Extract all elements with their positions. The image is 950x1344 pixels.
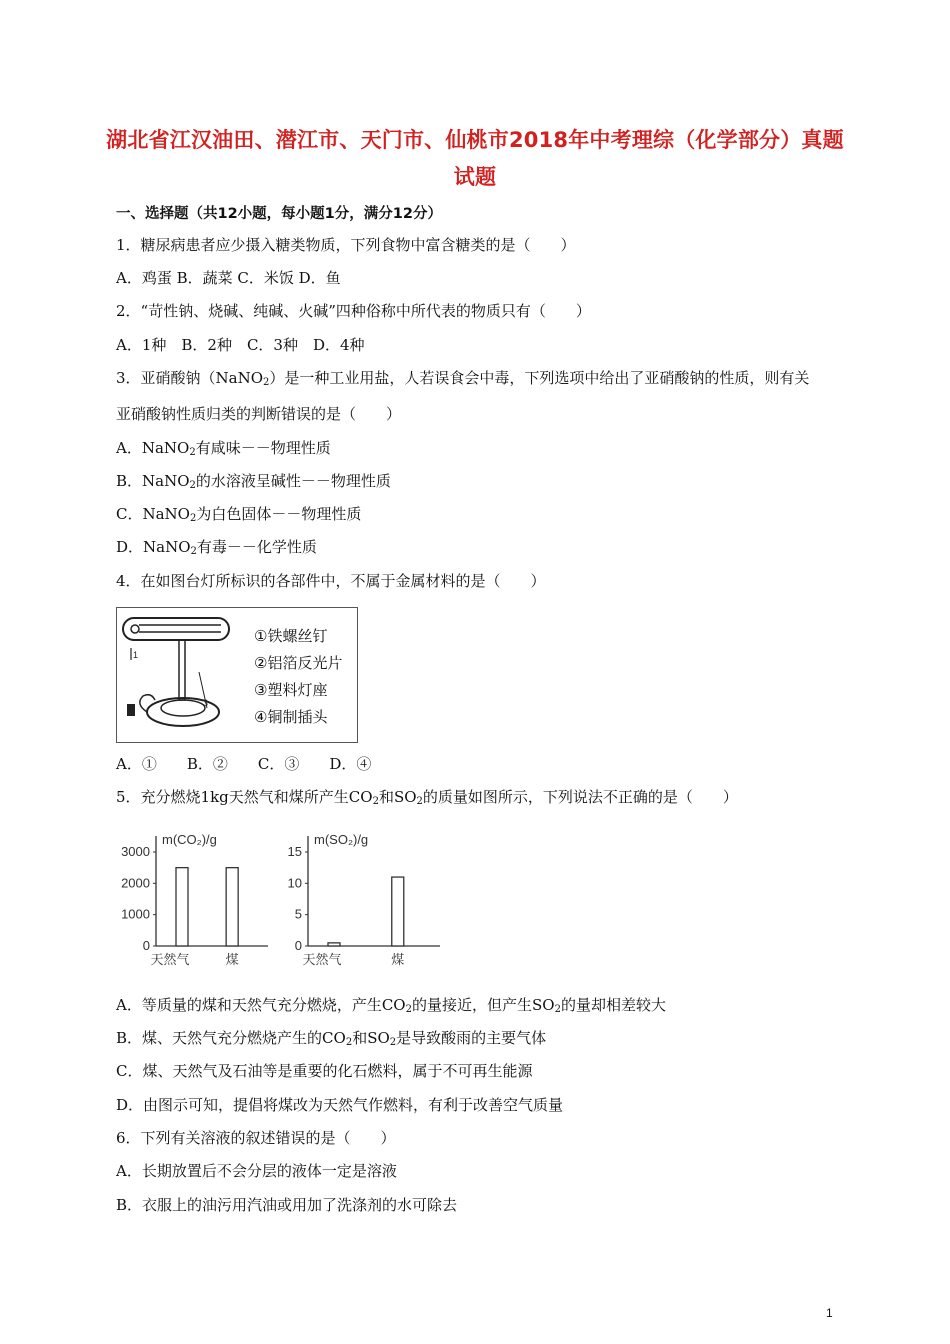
option-text: 有毒－－化学性质 (196, 538, 317, 556)
question-5-option-d: D．由图示可知，提倡将煤改为天然气作燃料，有利于改善空气质量 (116, 1096, 564, 1114)
y-tick-label: 3000 (121, 844, 150, 859)
question-3-stem-cont: 亚硝酸钠性质归类的判断错误的是（ ） (116, 405, 402, 423)
subscript: 2 (190, 546, 197, 557)
y-tick-label: 0 (142, 938, 150, 953)
question-5-option-c: C．煤、天然气及石油等是重要的化石燃料，属于不可再生能源 (116, 1062, 533, 1080)
x-category-label: 天然气 (150, 952, 190, 967)
q5-stem-part: 和SO (378, 788, 417, 806)
question-4-stem: 4．在如图台灯所标识的各部件中，不属于金属材料的是（ ） (116, 572, 546, 590)
option-text: A．等质量的煤和天然气充分燃烧，产生CO (116, 996, 406, 1014)
option-text: A．NaNO (116, 439, 190, 457)
svg-text:1: 1 (133, 650, 139, 660)
page-number: 1 (826, 1306, 833, 1320)
question-6-option-a: A．长期放置后不会分层的液体一定是溶液 (116, 1162, 397, 1180)
subscript: 2 (345, 1037, 353, 1048)
y-tick-label: 1000 (121, 906, 150, 922)
subscript: 2 (189, 480, 196, 491)
co2-so2-bar-charts (110, 826, 450, 986)
question-1-stem: 1．糖尿病患者应少摄入糖类物质，下列食物中富含糖类的是（ ） (116, 236, 576, 254)
option-text: 的水溶液呈碱性－－物理性质 (195, 472, 391, 490)
option-text: D．NaNO (116, 538, 191, 556)
bar (226, 868, 238, 946)
option-text: 有咸味－－物理性质 (195, 439, 331, 457)
subscript: 2 (389, 1037, 397, 1048)
x-category-label: 天然气 (302, 952, 342, 967)
y-tick-label: 15 (287, 844, 302, 859)
option-text: B．煤、天然气充分燃烧产生的CO (116, 1029, 346, 1047)
y-tick-label: 10 (287, 875, 302, 891)
subscript: 2 (263, 377, 270, 388)
bar (176, 868, 188, 946)
section-heading: 一、选择题（共12小题，每小题1分，满分12分） (116, 206, 442, 222)
lamp-part-3: ③塑料灯座 (254, 681, 328, 699)
q5-stem-part: 的质量如图所示，下列说法不正确的是（ ） (422, 788, 738, 806)
q3-stem-part: 3．亚硝酸钠（NaNO (116, 369, 264, 387)
question-3-option-b (116, 470, 391, 491)
question-2-stem: 2．“苛性钠、烧碱、纯碱、火碱”四种俗称中所代表的物质只有（ ） (116, 302, 591, 320)
subscript: 2 (405, 1004, 412, 1015)
question-5-option-a (116, 994, 666, 1015)
bar (328, 943, 340, 946)
y-tick-label: 5 (294, 906, 302, 922)
x-category-label: 煤 (391, 952, 405, 967)
lamp-part-4: ④铜制插头 (254, 708, 328, 726)
svg-text:3: 3 (203, 698, 209, 708)
y-tick-label: 2000 (121, 875, 150, 891)
question-3-stem (116, 367, 809, 388)
lamp-part-1: ①铁螺丝钉 (254, 627, 328, 645)
y-axis-label: m(SO₂)/g (314, 832, 369, 847)
question-3-option-a (116, 437, 331, 458)
page-title-line2: 试题 (453, 165, 497, 189)
q5-stem-part: 5．充分燃烧1kg天然气和煤所产生CO (116, 788, 373, 806)
option-text: 是导致酸雨的主要气体 (396, 1029, 547, 1047)
question-3-option-c (116, 503, 361, 524)
question-5-stem (116, 786, 738, 807)
question-1-options: A．鸡蛋 B．蔬菜 C．米饭 D．鱼 (116, 269, 341, 287)
page-title-line1: 湖北省江汉油田、潜江市、天门市、仙桃市2018年中考理综（化学部分）真题 (106, 128, 844, 152)
subscript: 2 (416, 796, 423, 807)
option-text: 和SO (352, 1029, 390, 1047)
subscript: 2 (372, 796, 379, 807)
lamp-part-2: ②铝箔反光片 (254, 654, 343, 672)
desk-lamp-drawing (117, 608, 237, 742)
y-axis-label: m(CO₂)/g (162, 832, 217, 847)
bar (392, 877, 404, 946)
option-text: 的量却相差较大 (560, 996, 666, 1014)
question-5-option-b (116, 1027, 546, 1048)
q3-stem-part: ）是一种工业用盐，人若误食会中毒，下列选项中给出了亚硝酸钠的性质，则有关 (269, 369, 810, 387)
option-text: C．NaNO (116, 505, 190, 523)
subscript: 2 (554, 1004, 561, 1015)
question-2-options: A．1种 B．2种 C．3种 D．4种 (116, 336, 365, 354)
question-3-option-d (116, 536, 317, 557)
option-text: B．NaNO (116, 472, 190, 490)
y-tick-label: 0 (294, 938, 302, 953)
subscript: 2 (189, 447, 196, 458)
question-4-options: A．① B．② C．③ D．④ (116, 755, 372, 773)
question-6-stem: 6．下列有关溶液的叙述错误的是（ ） (116, 1129, 396, 1147)
question-6-option-b: B．衣服上的油污用汽油或用加了洗涤剂的水可除去 (116, 1196, 458, 1214)
x-category-label: 煤 (225, 952, 239, 967)
subscript: 2 (189, 513, 197, 524)
option-text: 为白色固体－－物理性质 (196, 505, 362, 523)
option-text: 的量接近，但产生SO (411, 996, 555, 1014)
